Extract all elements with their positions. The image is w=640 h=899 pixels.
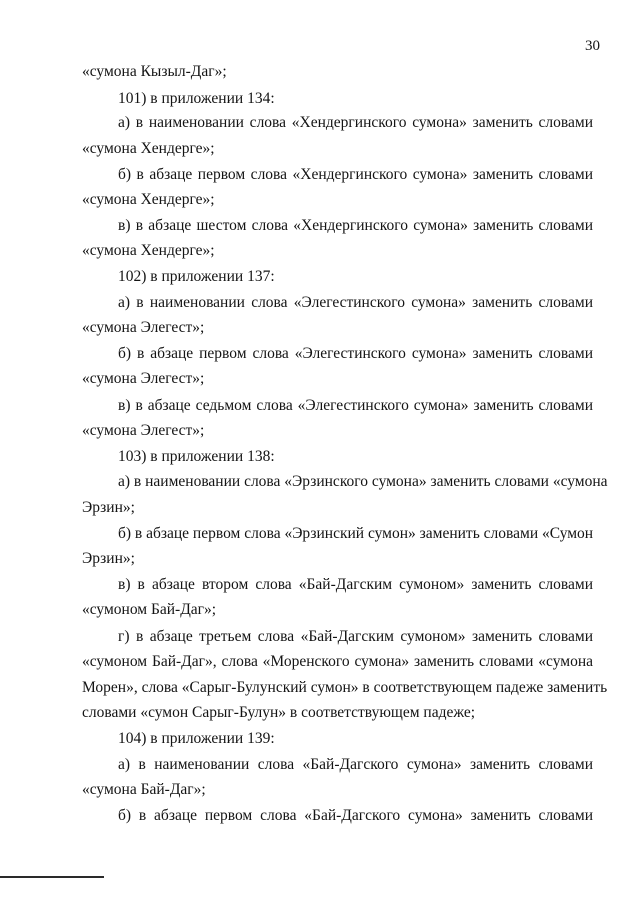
text-line: б) в абзаце первом слова «Эрзинский сумон» заменить словами «Сумон	[118, 525, 594, 542]
text-line: словами «сумон Сарыг-Булун» в соответствующем падеже;	[82, 704, 476, 721]
footer-divider	[0, 876, 104, 878]
text-line: Морен», слова «Сарыг-Булунский сумон» в соответствующем падеже заменить	[82, 679, 608, 696]
text-line: «сумона Хендерге»;	[82, 242, 215, 259]
text-line: «сумона Хендерге»;	[82, 140, 215, 157]
text-line: «сумоном Бай-Даг»;	[82, 601, 217, 618]
text-line: а) в наименовании слова «Элегестинского сумона» заменить словами	[118, 294, 593, 311]
text-line: а) в наименовании слова «Эрзинского сумона» заменить словами «сумона	[118, 473, 608, 490]
text-line: 102) в приложении 137:	[118, 268, 275, 285]
text-line: «сумона Элегест»;	[82, 319, 205, 336]
text-line: в) в абзаце шестом слова «Хендергинского сумона» заменить словами	[118, 217, 593, 234]
text-line: г) в абзаце третьем слова «Бай-Дагским сумоном» заменить словами	[118, 628, 593, 645]
text-line: в) в абзаце втором слова «Бай-Дагским сумоном» заменить словами	[118, 576, 593, 593]
text-line: «сумоном Бай-Даг», слова «Моренского сумона» заменить словами «сумона	[82, 653, 593, 670]
text-line: Эрзин»;	[82, 550, 135, 567]
text-line: Эрзин»;	[82, 499, 135, 516]
text-line: «сумона Хендерге»;	[82, 191, 215, 208]
text-line: «сумона Элегест»;	[82, 370, 205, 387]
text-line: 104) в приложении 139:	[118, 730, 275, 747]
text-line: б) в абзаце первом слова «Хендергинского сумона» заменить словами	[118, 166, 593, 183]
page-number: 30	[585, 38, 600, 54]
text-line: в) в абзаце седьмом слова «Элегестинского сумона» заменить словами	[118, 397, 593, 414]
text-line: «сумона Элегест»;	[82, 422, 205, 439]
text-line: «сумона Бай-Даг»;	[82, 781, 206, 798]
text-line: а) в наименовании слова «Бай-Дагского сумона» заменить словами	[118, 756, 593, 773]
text-line: «сумона Кызыл-Даг»;	[82, 63, 227, 80]
text-line: 103) в приложении 138:	[118, 448, 275, 465]
text-line: а) в наименовании слова «Хендергинского сумона» заменить словами	[118, 114, 593, 131]
text-line: б) в абзаце первом слова «Элегестинского сумона» заменить словами	[118, 345, 593, 362]
text-line: 101) в приложении 134:	[118, 90, 275, 107]
text-line: б) в абзаце первом слова «Бай-Дагского сумона» заменить словами	[118, 807, 593, 824]
